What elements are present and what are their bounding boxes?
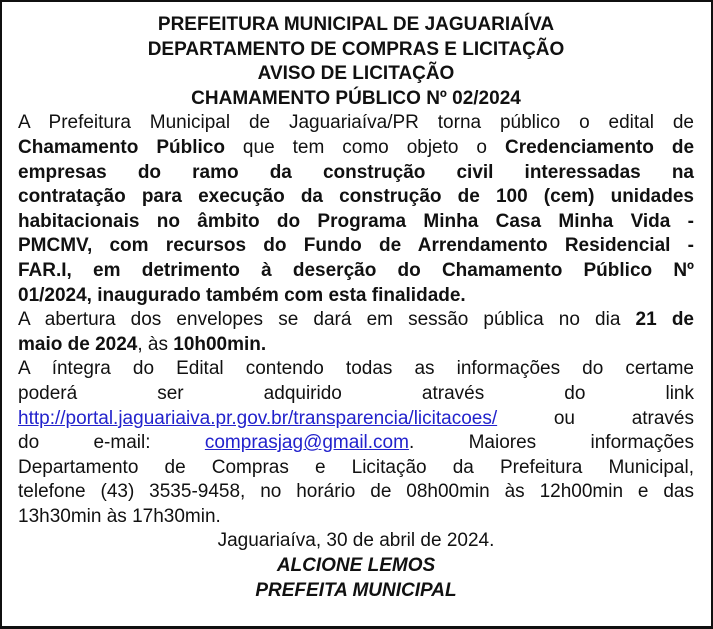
- body-line-text: 13h30min às 17h30min.: [18, 505, 221, 527]
- body-line: [18, 136, 694, 161]
- body-line: [18, 431, 694, 456]
- body-line: [18, 185, 694, 210]
- email-link[interactable]: comprasjag@gmail.com: [204, 432, 409, 454]
- body-line-text: Chamamento Público: [18, 136, 225, 158]
- body-line-text: 01/2024, inaugurado também com esta finalidade.: [18, 284, 466, 306]
- date-line: [18, 529, 694, 554]
- header-line-4: [18, 87, 694, 112]
- body-line-text: maio de 2024: [18, 333, 138, 355]
- body-line-text: A Prefeitura Municipal de Jaguariaíva/PR torna público o edital de: [18, 112, 694, 134]
- body-line-text: que tem como objeto o: [224, 136, 505, 158]
- body-line: [18, 505, 694, 530]
- body-line: [18, 407, 694, 432]
- header-line-1-text: PREFEITURA MUNICIPAL DE JAGUARIAÍVA: [157, 14, 555, 35]
- body-line: [18, 480, 694, 505]
- body-line-text: empresas do ramo da construção civil interessadas na: [18, 161, 694, 183]
- body-line-text: do e-mail:: [18, 432, 205, 454]
- body-line-text: habitacionais no âmbito do Programa Minha Casa Minha Vida -: [18, 210, 694, 232]
- body-line: [18, 161, 694, 186]
- body-line-text: , às: [137, 333, 174, 355]
- body-line-text: PMCMV, com recursos do Fundo de Arrendamento Residencial -: [18, 235, 694, 257]
- signature-title: [18, 579, 694, 604]
- body-line-text: contratação para execução da construção de 100 (cem) unidades: [18, 186, 694, 208]
- body-line-text: Departamento de Compras e Licitação da Prefeitura Municipal,: [18, 456, 694, 478]
- body-line-text: telefone (43) 3535-9458, no horário de 08h00min às 12h00min e das: [18, 481, 694, 503]
- body-line-text: FAR.I, em detrimento à deserção do Chamamento Público Nº: [18, 259, 694, 281]
- body-line-text: poderá ser adquirido através do link: [18, 382, 694, 404]
- signature-name: [18, 554, 694, 579]
- header-line-4-text: CHAMAMENTO PÚBLICO Nº 02/2024: [191, 87, 521, 109]
- body-line: [18, 234, 694, 259]
- body-line: [18, 357, 694, 382]
- licitacoes-link[interactable]: http://portal.jaguariaiva.pr.gov.br/transparencia/licitacoes/: [18, 407, 498, 429]
- header-line-2: [18, 38, 694, 63]
- header-line-3-text: AVISO DE LICITAÇÃO: [257, 63, 455, 85]
- body-line: [18, 284, 694, 309]
- document-body: [18, 13, 694, 603]
- signature-title-text: PREFEITA MUNICIPAL: [255, 579, 457, 601]
- body-line-text: Credenciamento de: [504, 136, 695, 158]
- header-line-3: [18, 62, 694, 87]
- body-line: [18, 308, 694, 333]
- body-line-text: . Maiores informações: [408, 432, 694, 454]
- body-line-text: 10h00min.: [173, 333, 267, 355]
- body-line-text: A abertura dos envelopes se dará em sessão pública no dia: [18, 309, 636, 331]
- body-line-text: A íntegra do Edital contendo todas as informações do certame: [18, 358, 694, 380]
- body-line-text: 21 de: [635, 309, 694, 331]
- header-line-1: [18, 13, 694, 38]
- body-line: [18, 382, 694, 407]
- body-line: [18, 210, 694, 235]
- body-line: [18, 456, 694, 481]
- body-line-text: ou através: [497, 407, 694, 429]
- body-line: [18, 111, 694, 136]
- header-line-2-text: DEPARTAMENTO DE COMPRAS E LICITAÇÃO: [147, 38, 565, 60]
- body-line: [18, 259, 694, 284]
- body-line: [18, 333, 694, 358]
- date-line-text: Jaguariaíva, 30 de abril de 2024.: [217, 530, 495, 552]
- signature-name-text: ALCIONE LEMOS: [276, 555, 436, 577]
